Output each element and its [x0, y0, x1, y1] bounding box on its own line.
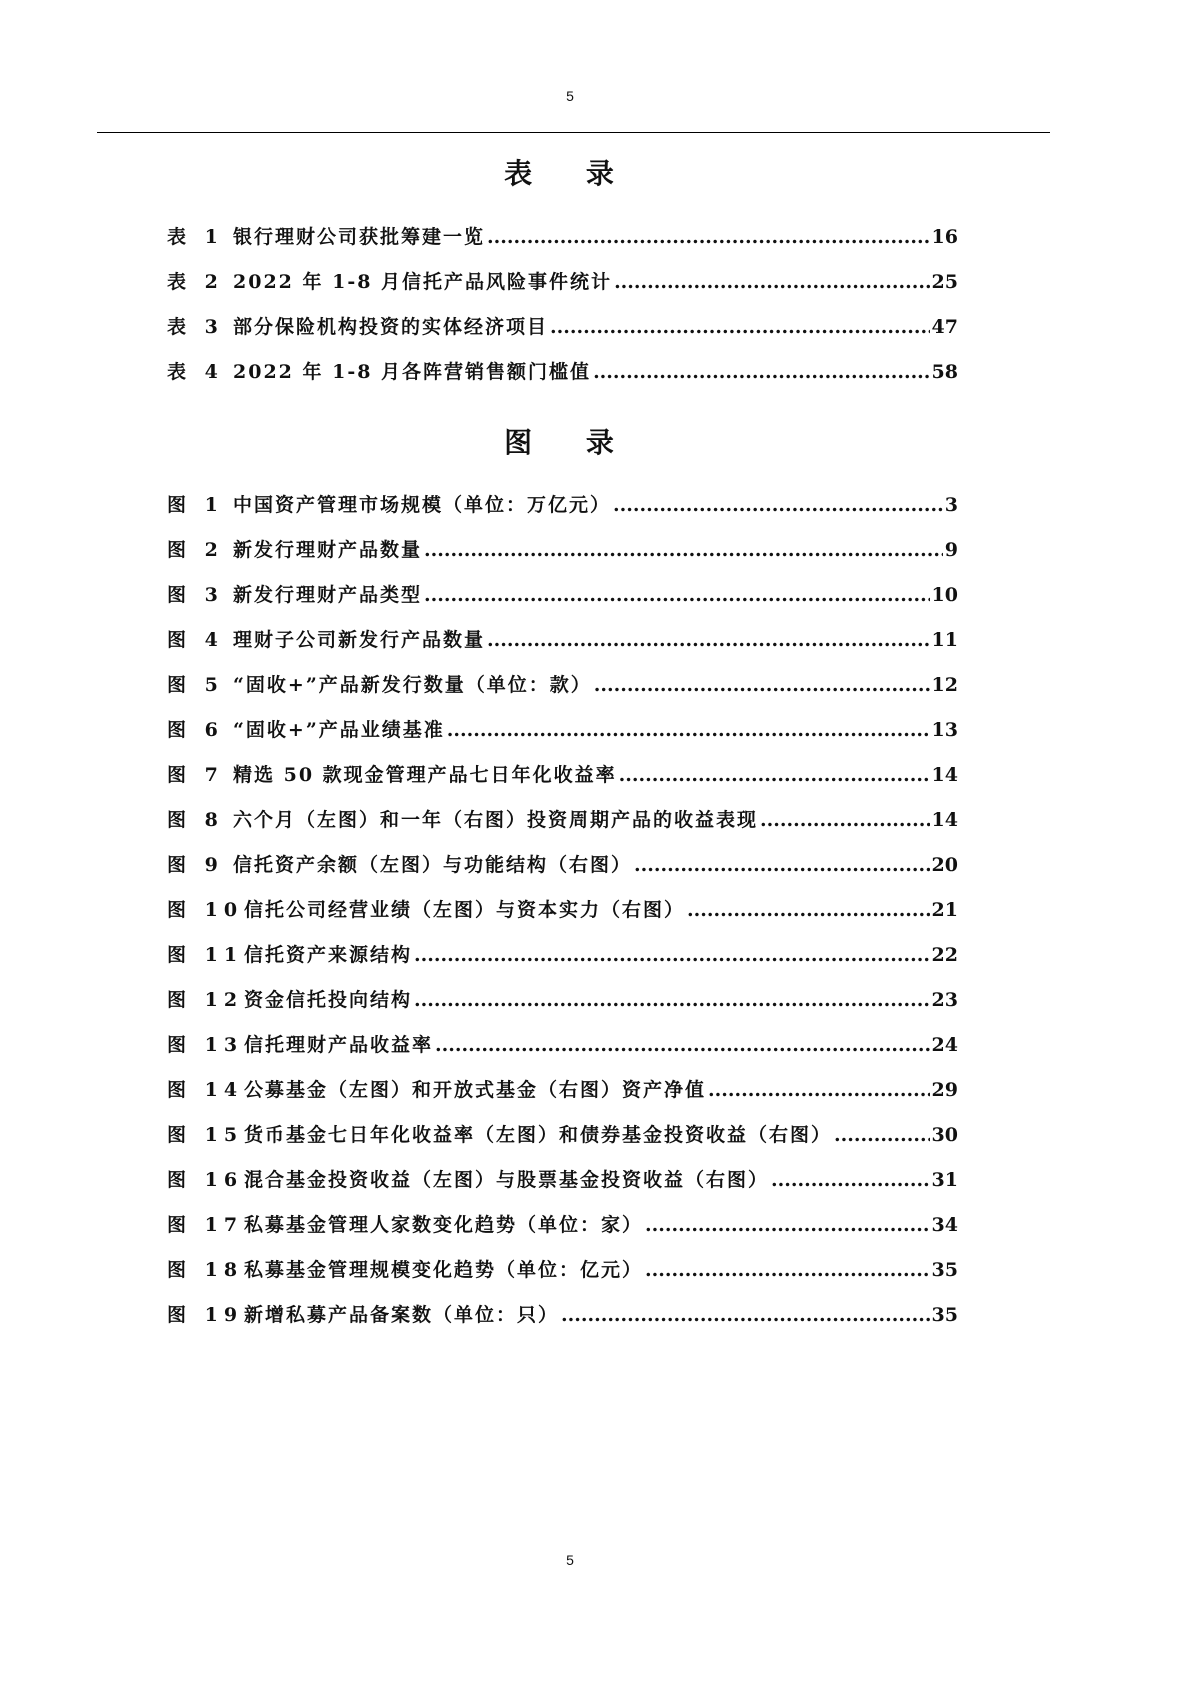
figure-title: 公募基金（左图）和开放式基金（右图）资产净值 [244, 1079, 707, 1101]
figure-entry[interactable] [167, 580, 958, 625]
figure-title: 信托公司经营业绩（左图）与资本实力（右图） [244, 899, 686, 921]
figure-label: 图 1 [167, 494, 224, 516]
page-ref: 14 [931, 764, 958, 786]
figure-label: 图 8 [167, 809, 224, 831]
tables-section-title: 表 录 [504, 157, 636, 190]
figure-entry[interactable] [167, 625, 958, 670]
page-ref: 13 [931, 719, 958, 741]
figure-label: 图 15 [167, 1124, 244, 1146]
figure-label: 图 17 [167, 1214, 244, 1236]
figure-entry[interactable] [167, 940, 958, 985]
figure-title: 私募基金管理规模变化趋势（单位：亿元） [244, 1259, 644, 1281]
figure-label: 图 14 [167, 1079, 244, 1101]
figure-entry[interactable] [167, 1075, 958, 1120]
figure-entry[interactable] [167, 1030, 958, 1075]
figure-label: 图 5 [167, 674, 224, 696]
page-ref: 23 [931, 989, 958, 1011]
page-ref: 16 [931, 226, 958, 248]
figure-label: 图 10 [167, 899, 244, 921]
figure-entry[interactable] [167, 670, 958, 715]
dot-leader [561, 1304, 930, 1326]
figures-section-title: 图 录 [504, 426, 636, 459]
page-ref: 20 [931, 854, 958, 876]
table-title: 部分保险机构投资的实体经济项目 [233, 316, 549, 338]
figure-entry[interactable] [167, 490, 958, 535]
figure-entry[interactable] [167, 760, 958, 805]
figure-label: 图 11 [167, 944, 244, 966]
figure-label: 图 12 [167, 989, 244, 1011]
figure-entry[interactable] [167, 535, 958, 580]
dot-leader [708, 1079, 930, 1101]
dot-leader [613, 494, 943, 516]
figure-entry[interactable] [167, 715, 958, 760]
table-title: 2022 年 1-8 月信托产品风险事件统计 [233, 271, 613, 293]
dot-leader [424, 584, 930, 606]
dot-leader [414, 989, 930, 1011]
figure-title: 私募基金管理人家数变化趋势（单位：家） [244, 1214, 644, 1236]
figure-label: 图 3 [167, 584, 224, 606]
dot-leader [645, 1259, 930, 1281]
figure-title: 资金信托投向结构 [244, 989, 413, 1011]
page-ref: 35 [931, 1304, 958, 1326]
page-ref: 12 [931, 674, 958, 696]
page-ref: 21 [931, 899, 958, 921]
figure-entry[interactable] [167, 850, 958, 895]
figure-entry[interactable] [167, 805, 958, 850]
page-number-top: 5 [566, 88, 574, 104]
figure-title: 混合基金投资收益（左图）与股票基金投资收益（右图） [244, 1169, 770, 1191]
figure-entry[interactable] [167, 1255, 958, 1300]
dot-leader [414, 944, 930, 966]
dot-leader [834, 1124, 930, 1146]
table-entry[interactable] [167, 267, 958, 312]
header-rule [97, 132, 1050, 133]
figure-title: 信托资产来源结构 [244, 944, 413, 966]
page-ref: 25 [931, 271, 958, 293]
figure-entry[interactable] [167, 1210, 958, 1255]
dot-leader [593, 361, 929, 383]
page-ref: 22 [931, 944, 958, 966]
figure-title: “固收+”产品新发行数量（单位：款） [233, 674, 592, 696]
dot-leader [424, 539, 943, 561]
figure-label: 图 19 [167, 1304, 244, 1326]
dot-leader [687, 899, 930, 921]
table-entry[interactable] [167, 357, 958, 402]
page-ref: 14 [931, 809, 958, 831]
figure-label: 图 6 [167, 719, 224, 741]
figure-label: 图 9 [167, 854, 224, 876]
figure-title: 理财子公司新发行产品数量 [233, 629, 486, 651]
page-ref: 58 [931, 361, 958, 383]
table-title: 2022 年 1-8 月各阵营销售额门槛值 [233, 361, 592, 383]
figure-title: 新发行理财产品数量 [233, 539, 423, 561]
tables-list [167, 222, 958, 402]
figure-entry[interactable] [167, 985, 958, 1030]
table-title: 银行理财公司获批筹建一览 [233, 226, 486, 248]
figure-entry[interactable] [167, 1165, 958, 1210]
dot-leader [614, 271, 929, 293]
figure-label: 图 13 [167, 1034, 244, 1056]
table-label: 表 4 [167, 361, 224, 383]
table-label: 表 1 [167, 226, 224, 248]
figure-title: 信托资产余额（左图）与功能结构（右图） [233, 854, 633, 876]
figure-label: 图 2 [167, 539, 224, 561]
page-ref: 31 [931, 1169, 958, 1191]
page-ref: 24 [931, 1034, 958, 1056]
page-ref: 11 [931, 629, 958, 651]
page-ref: 3 [944, 494, 958, 516]
page-number-bottom: 5 [566, 1552, 574, 1568]
figure-title: 货币基金七日年化收益率（左图）和债券基金投资收益（右图） [244, 1124, 833, 1146]
figure-title: 六个月（左图）和一年（右图）投资周期产品的收益表现 [233, 809, 759, 831]
page-ref: 30 [931, 1124, 958, 1146]
page-ref: 34 [931, 1214, 958, 1236]
page-ref: 10 [931, 584, 958, 606]
dot-leader [594, 674, 930, 696]
figure-title: 新发行理财产品类型 [233, 584, 423, 606]
dot-leader [760, 809, 930, 831]
dot-leader [487, 226, 930, 248]
figure-label: 图 18 [167, 1259, 244, 1281]
table-label: 表 3 [167, 316, 224, 338]
dot-leader [771, 1169, 930, 1191]
table-entry[interactable] [167, 222, 958, 267]
dot-leader [634, 854, 930, 876]
page-ref: 47 [931, 316, 958, 338]
page-ref: 29 [931, 1079, 958, 1101]
figure-title: “固收+”产品业绩基准 [233, 719, 445, 741]
dot-leader [435, 1034, 930, 1056]
dot-leader [619, 764, 930, 786]
figure-entry[interactable] [167, 1300, 958, 1345]
dot-leader [447, 719, 930, 741]
figure-title: 新增私募产品备案数（单位：只） [244, 1304, 560, 1326]
figure-label: 图 4 [167, 629, 224, 651]
figure-label: 图 7 [167, 764, 224, 786]
dot-leader [487, 629, 930, 651]
figure-title: 精选 50 款现金管理产品七日年化收益率 [233, 764, 617, 786]
figure-entry[interactable] [167, 895, 958, 940]
figure-title: 信托理财产品收益率 [244, 1034, 434, 1056]
figure-title: 中国资产管理市场规模（单位：万亿元） [233, 494, 612, 516]
figure-label: 图 16 [167, 1169, 244, 1191]
page-ref: 9 [944, 539, 958, 561]
dot-leader [550, 316, 930, 338]
table-label: 表 2 [167, 271, 224, 293]
table-entry[interactable] [167, 312, 958, 357]
figure-entry[interactable] [167, 1120, 958, 1165]
dot-leader [645, 1214, 930, 1236]
page-ref: 35 [931, 1259, 958, 1281]
figures-list [167, 490, 958, 1345]
